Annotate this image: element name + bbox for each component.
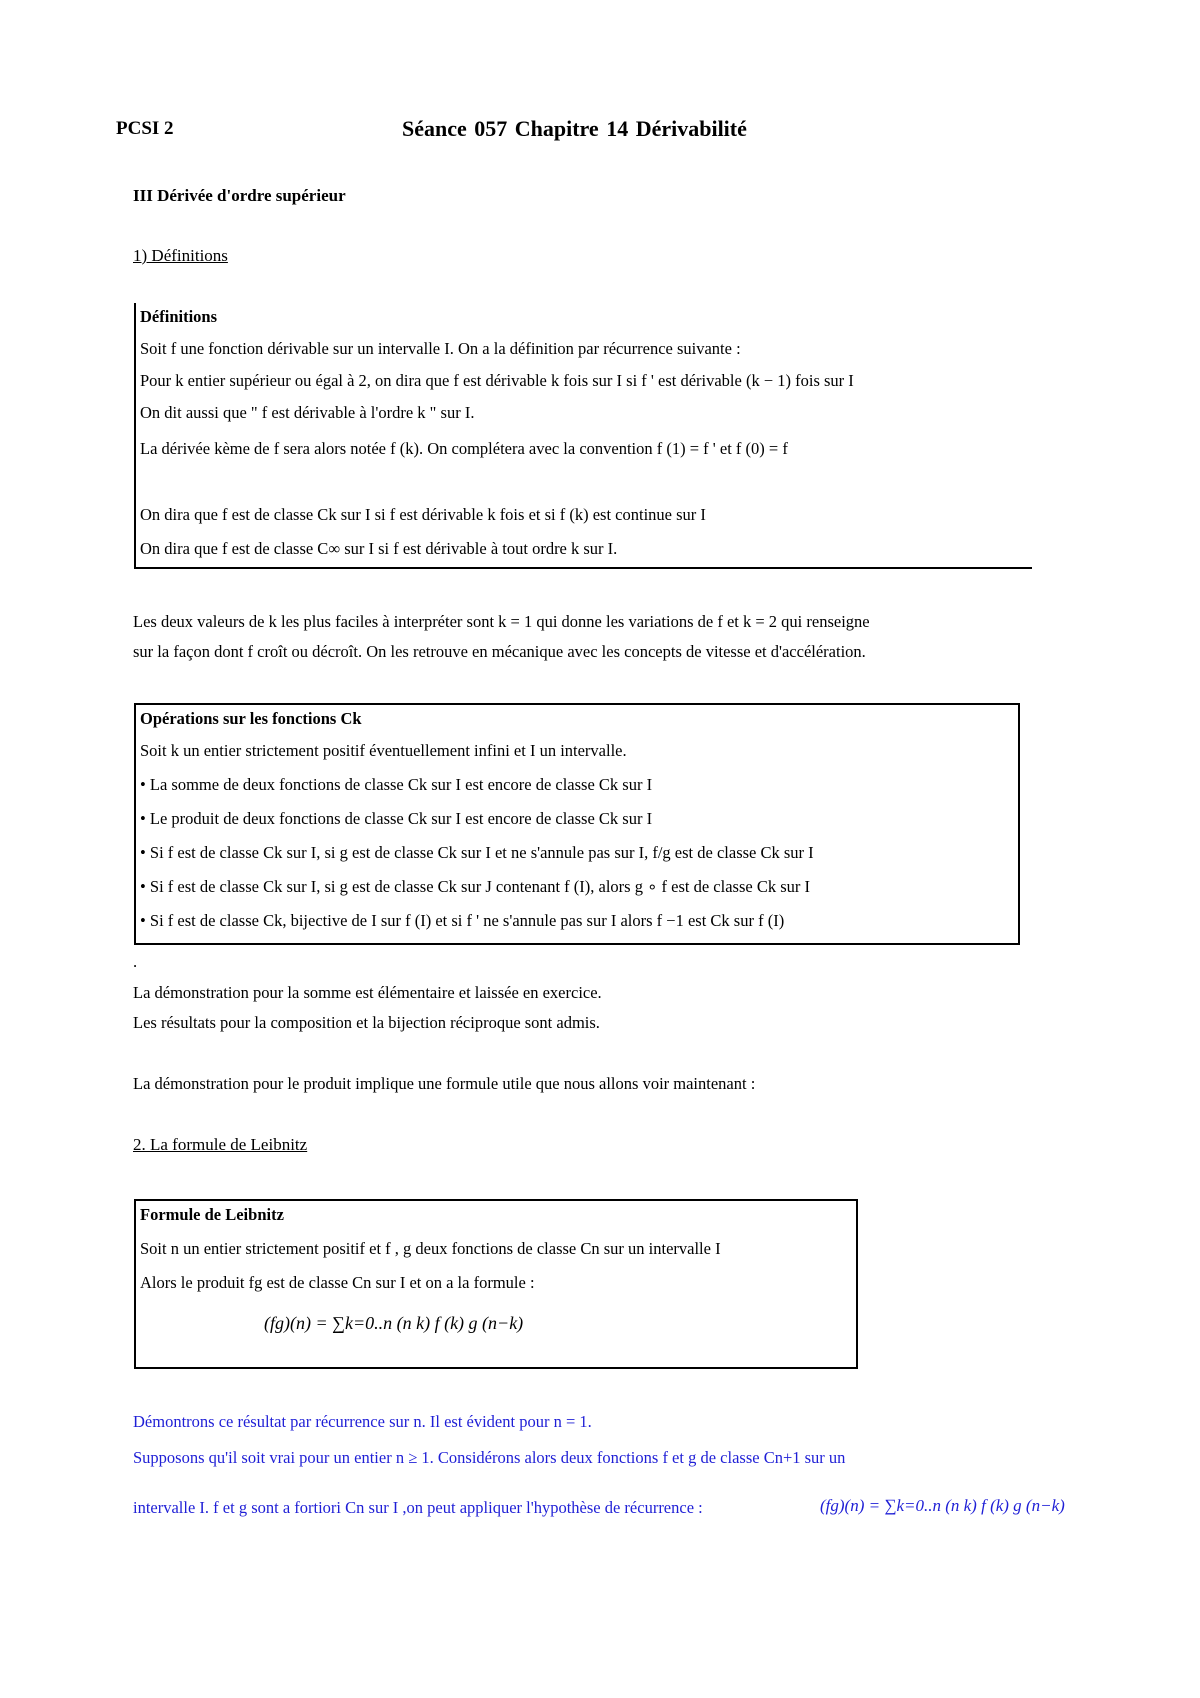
dot-mark: .: [133, 952, 138, 971]
section-title: III Dérivée d'ordre supérieur: [133, 186, 346, 205]
definition-line: On dira que f est de classe C∞ sur I si f est dérivable à tout ordre k sur I.: [140, 539, 618, 558]
proof-formula: (fg)(n) = ∑k=0..n (n k) f (k) g (n−k): [820, 1496, 1065, 1515]
leibnitz-heading: Formule de Leibnitz: [140, 1205, 284, 1224]
page-title: Séance 057 Chapitre 14 Dérivabilité: [402, 116, 747, 141]
definition-line: Soit f une fonction dérivable sur un intervalle I. On a la définition par récurrence suivante :: [140, 339, 741, 358]
operations-line: • La somme de deux fonctions de classe Ck sur I est encore de classe Ck sur I: [140, 775, 653, 794]
definitions-box: [134, 303, 1032, 569]
subsection-leibnitz: 2. La formule de Leibnitz: [133, 1135, 308, 1154]
definitions-heading: Définitions: [140, 307, 218, 326]
operations-box: [134, 703, 1020, 945]
proof-line: Supposons qu'il soit vrai pour un entier n ≥ 1. Considérons alors deux fonctions f et g de classe Cn+1 sur un: [133, 1448, 846, 1467]
paragraph-line: Les deux valeurs de k les plus faciles à interpréter sont k = 1 qui donne les variations de f et k = 2 qui renseigne: [133, 612, 870, 631]
proof-line: intervalle I. f et g sont a fortiori Cn sur I ,on peut appliquer l'hypothèse de récurrence :: [133, 1498, 703, 1517]
leibnitz-line: Soit n un entier strictement positif et f , g deux fonctions de classe Cn sur un intervalle I: [140, 1239, 721, 1258]
definition-line: On dira que f est de classe Ck sur I si f est dérivable k fois et si f (k) est continue sur I: [140, 505, 706, 524]
leibnitz-box: [134, 1199, 858, 1369]
leibnitz-formula: (fg)(n) = ∑k=0..n (n k) f (k) g (n−k): [264, 1313, 524, 1333]
leibnitz-line: Alors le produit fg est de classe Cn sur I et on a la formule :: [140, 1273, 535, 1292]
paragraph-line: sur la façon dont f croît ou décroît. On les retrouve en mécanique avec les concepts de vitesse et d'accélération.: [133, 642, 866, 661]
definition-line: Pour k entier supérieur ou égal à 2, on dira que f est dérivable k fois sur I si f ' est dérivable (k − 1) fois sur I: [140, 371, 854, 390]
class-label: PCSI 2: [116, 118, 174, 139]
operations-heading: Opérations sur les fonctions Ck: [140, 709, 362, 728]
paragraph-line: La démonstration pour la somme est élémentaire et laissée en exercice.: [133, 983, 602, 1002]
paragraph-line: Les résultats pour la composition et la bijection réciproque sont admis.: [133, 1013, 600, 1032]
operations-line: • Si f est de classe Ck, bijective de I sur f (I) et si f ' ne s'annule pas sur I alors f −1 est Ck sur f (I): [140, 911, 785, 930]
definition-line: On dit aussi que " f est dérivable à l'ordre k " sur I.: [140, 403, 475, 422]
definition-line: La dérivée kème de f sera alors notée f (k). On complétera avec la convention f (1) = f ' et f (0) = f: [140, 439, 788, 458]
operations-line: Soit k un entier strictement positif éventuellement infini et I un intervalle.: [140, 741, 627, 760]
paragraph-line: La démonstration pour le produit implique une formule utile que nous allons voir maintenant :: [133, 1074, 756, 1093]
operations-line: • Si f est de classe Ck sur I, si g est de classe Ck sur I et ne s'annule pas sur I, f/g est de classe Ck sur I: [140, 843, 814, 862]
proof-line: Démontrons ce résultat par récurrence sur n. Il est évident pour n = 1.: [133, 1412, 592, 1431]
operations-line: • Si f est de classe Ck sur I, si g est de classe Ck sur J contenant f (I), alors g ∘ f est de classe Ck sur I: [140, 877, 810, 896]
subsection-definitions: 1) Définitions: [133, 246, 228, 265]
operations-line: • Le produit de deux fonctions de classe Ck sur I est encore de classe Ck sur I: [140, 809, 653, 828]
